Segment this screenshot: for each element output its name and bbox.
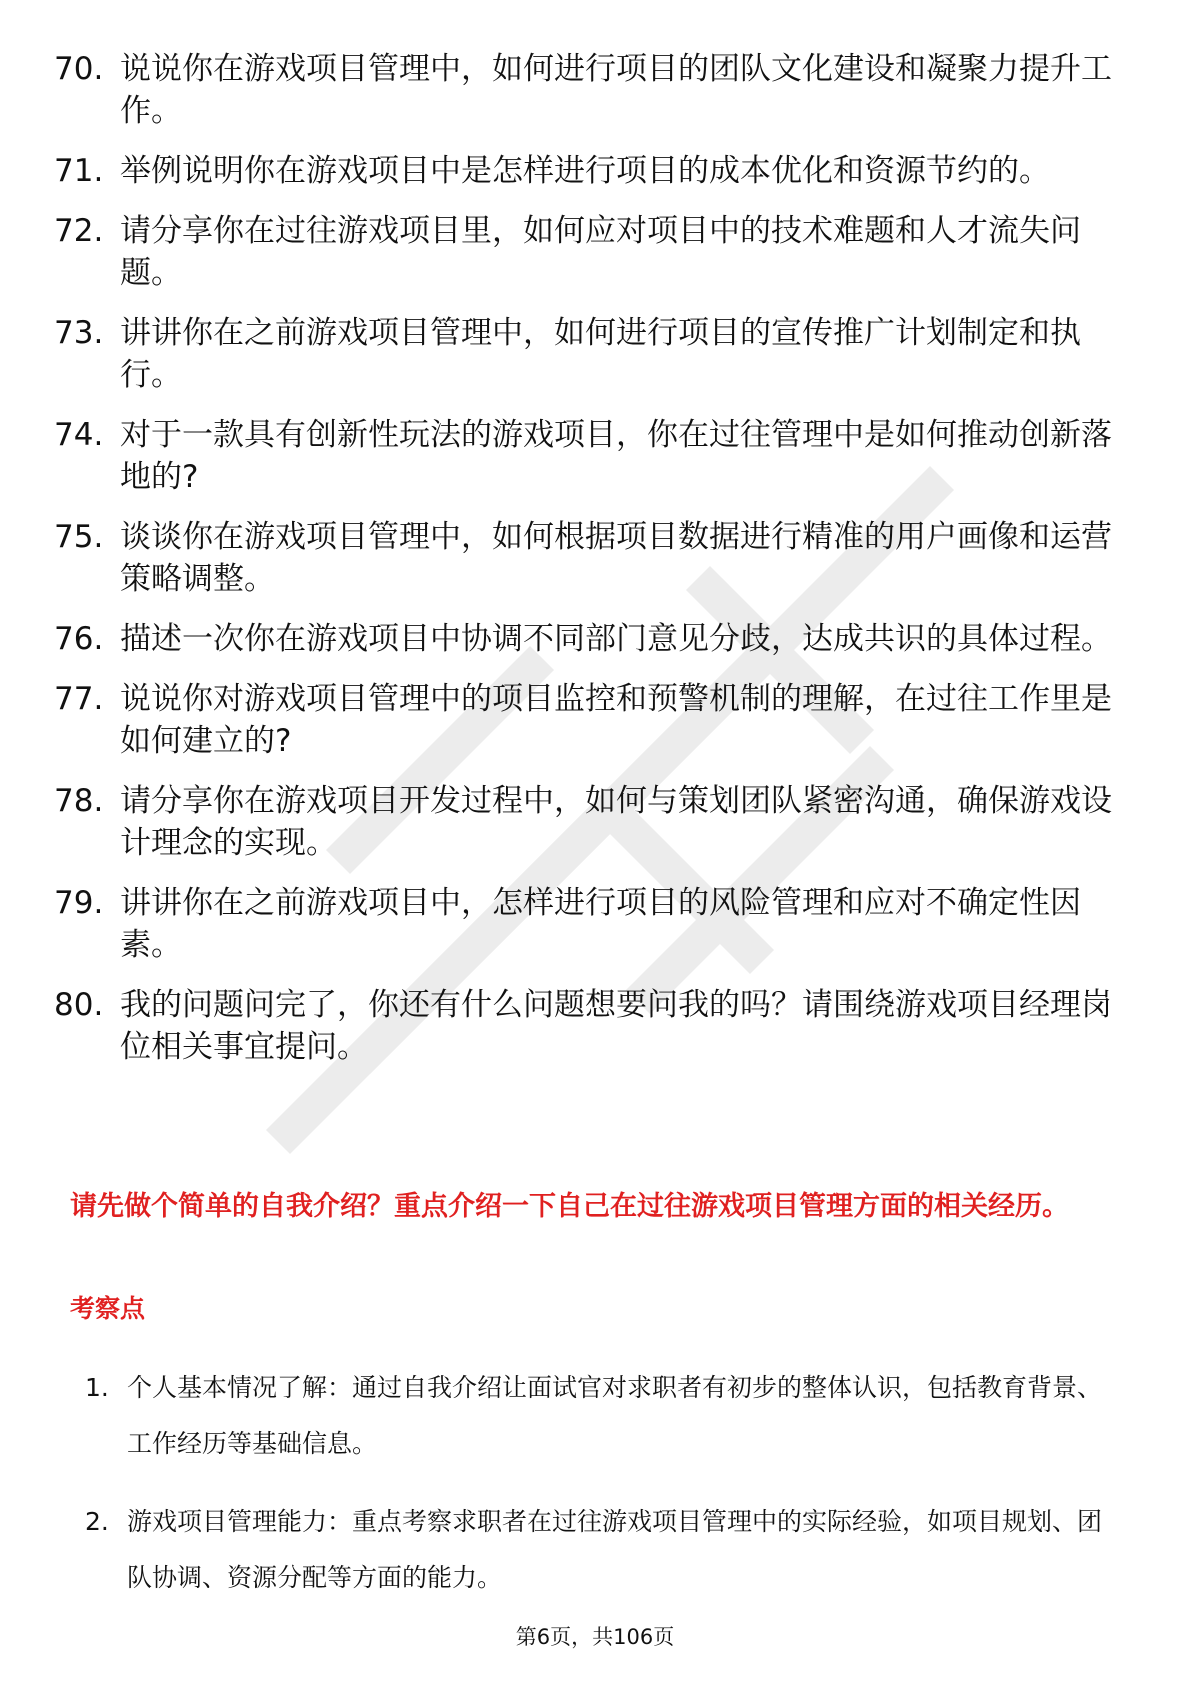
point-number: 2. — [85, 1507, 109, 1536]
question-item — [54, 414, 1124, 498]
question-number: 74. — [54, 417, 104, 453]
question-text: 说说你对游戏项目管理中的项目监控和预警机制的理解，在过往工作里是如何建立的? — [120, 681, 1112, 759]
question-item — [54, 618, 1124, 660]
question-text: 谈谈你在游戏项目管理中，如何根据项目数据进行精准的用户画像和运营策略调整。 — [120, 519, 1112, 597]
question-text: 请分享你在过往游戏项目里，如何应对项目中的技术难题和人才流失问题。 — [120, 213, 1081, 291]
question-number: 76. — [54, 621, 104, 657]
question-item — [54, 882, 1124, 966]
question-list — [54, 48, 1124, 1086]
question-number: 72. — [54, 213, 104, 249]
question-text: 说说你在游戏项目管理中，如何进行项目的团队文化建设和凝聚力提升工作。 — [120, 51, 1112, 129]
question-text: 描述一次你在游戏项目中协调不同部门意见分歧，达成共识的具体过程。 — [120, 621, 1112, 657]
question-number: 78. — [54, 783, 104, 819]
question-text: 对于一款具有创新性玩法的游戏项目，你在过往管理中是如何推动创新落地的? — [120, 417, 1112, 495]
question-number: 79. — [54, 885, 104, 921]
question-text: 我的问题问完了，你还有什么问题想要问我的吗？请围绕游戏项目经理岗位相关事宜提问。 — [120, 987, 1112, 1065]
question-text: 讲讲你在之前游戏项目管理中，如何进行项目的宣传推广计划制定和执行。 — [120, 315, 1081, 393]
question-item — [54, 516, 1124, 600]
point-number: 1. — [85, 1373, 109, 1402]
assessment-points-heading: 考察点 — [70, 1294, 146, 1323]
question-number: 73. — [54, 315, 104, 351]
point-text: 游戏项目管理能力：重点考察求职者在过往游戏项目管理中的实际经验，如项目规划、团队协调、资源分配等方面的能力。 — [127, 1507, 1103, 1592]
assessment-point — [85, 1494, 1125, 1606]
question-text: 举例说明你在游戏项目中是怎样进行项目的成本优化和资源节约的。 — [120, 153, 1050, 189]
question-number: 70. — [54, 51, 104, 87]
section-heading: 请先做个简单的自我介绍？重点介绍一下自己在过往游戏项目管理方面的相关经历。 — [70, 1191, 1069, 1222]
question-item — [54, 312, 1124, 396]
question-text: 讲讲你在之前游戏项目中，怎样进行项目的风险管理和应对不确定性因素。 — [120, 885, 1081, 963]
question-item — [54, 150, 1124, 192]
question-number: 71. — [54, 153, 104, 189]
question-number: 80. — [54, 987, 104, 1023]
question-item — [54, 210, 1124, 294]
point-text: 个人基本情况了解：通过自我介绍让面试官对求职者有初步的整体认识，包括教育背景、工作经历等基础信息。 — [127, 1373, 1103, 1458]
assessment-point — [85, 1360, 1125, 1472]
question-item — [54, 678, 1124, 762]
question-item — [54, 984, 1124, 1068]
question-number: 75. — [54, 519, 104, 555]
question-number: 77. — [54, 681, 104, 717]
question-item — [54, 48, 1124, 132]
assessment-points-list — [85, 1360, 1125, 1628]
question-item — [54, 780, 1124, 864]
question-text: 请分享你在游戏项目开发过程中，如何与策划团队紧密沟通，确保游戏设计理念的实现。 — [120, 783, 1112, 861]
page-number-footer: 第6页，共106页 — [515, 1625, 675, 1649]
